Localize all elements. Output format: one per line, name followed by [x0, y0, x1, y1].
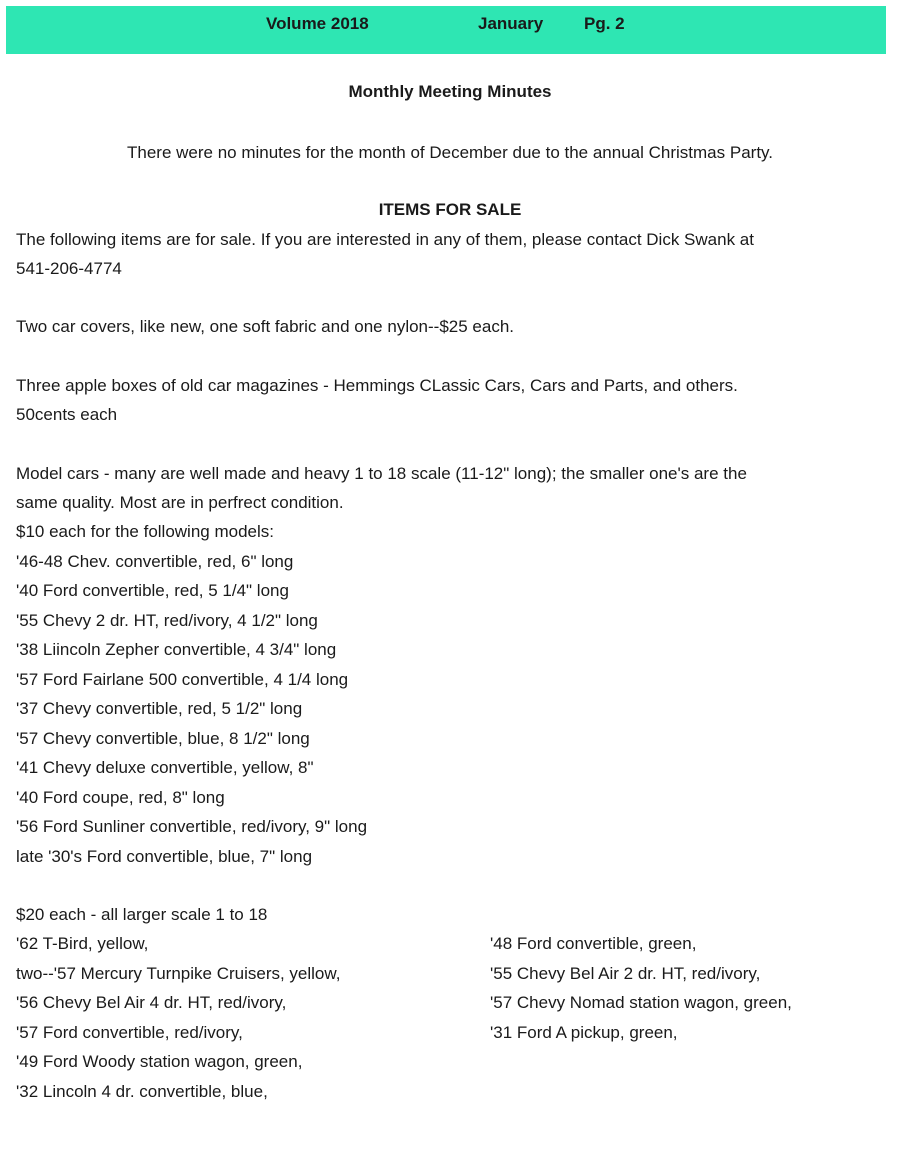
meeting-text: There were no minutes for the month of December due to the annual Christmas Party.: [127, 143, 773, 162]
ten-item: '55 Chevy 2 dr. HT, red/ivory, 4 1/2" long: [16, 611, 318, 630]
twenty-item: '62 T-Bird, yellow,: [16, 934, 149, 953]
ten-dollar-header: $10 each for the following models:: [16, 522, 274, 541]
sale-title: ITEMS FOR SALE: [378, 200, 522, 219]
ten-item: '37 Chevy convertible, red, 5 1/2" long: [16, 699, 303, 718]
sale-intro-line-2: 541-206-4774: [16, 259, 122, 278]
ten-item: '40 Ford convertible, red, 5 1/4" long: [16, 581, 289, 600]
ten-item: '57 Ford Fairlane 500 convertible, 4 1/4 long: [16, 670, 349, 689]
models-line-2: same quality. Most are in perfrect condition.: [16, 493, 344, 512]
twenty-dollar-header: $20 each - all larger scale 1 to 18: [16, 905, 268, 924]
car-covers-item: Two car covers, like new, one soft fabric and one nylon--$25 each.: [16, 317, 514, 336]
twenty-item: '55 Chevy Bel Air 2 dr. HT, red/ivory,: [490, 964, 761, 983]
twenty-item: two--'57 Mercury Turnpike Cruisers, yellow,: [16, 964, 341, 983]
twenty-item: '32 Lincoln 4 dr. convertible, blue,: [16, 1082, 268, 1101]
magazines-line-1: Three apple boxes of old car magazines - Hemmings CLassic Cars, Cars and Parts, and others.: [16, 376, 738, 395]
twenty-item: '48 Ford convertible, green,: [490, 934, 697, 953]
ten-item: '40 Ford coupe, red, 8" long: [16, 788, 225, 807]
page-label: Pg. 2: [584, 14, 625, 33]
twenty-item: '49 Ford Woody station wagon, green,: [16, 1052, 303, 1071]
ten-item: '56 Ford Sunliner convertible, red/ivory, 9" long: [16, 817, 368, 836]
models-line-1: Model cars - many are well made and heavy 1 to 18 scale (11-12" long); the smaller one's are the: [16, 464, 747, 483]
month-label: January: [478, 14, 544, 33]
volume-label: Volume 2018: [266, 14, 369, 33]
twenty-item: '31 Ford A pickup, green,: [490, 1023, 678, 1042]
ten-item: late '30's Ford convertible, blue, 7" long: [16, 847, 313, 866]
ten-item: '46-48 Chev. convertible, red, 6" long: [16, 552, 294, 571]
header-banner: [6, 6, 886, 54]
sale-intro-line-1: The following items are for sale. If you are interested in any of them, please contact Dick Swank at: [16, 230, 754, 249]
meeting-title: Monthly Meeting Minutes: [348, 82, 552, 101]
ten-item: '57 Chevy convertible, blue, 8 1/2" long: [16, 729, 310, 748]
twenty-item: '57 Chevy Nomad station wagon, green,: [490, 993, 792, 1012]
twenty-item: '56 Chevy Bel Air 4 dr. HT, red/ivory,: [16, 993, 287, 1012]
ten-item: '41 Chevy deluxe convertible, yellow, 8": [16, 758, 314, 777]
magazines-line-2: 50cents each: [16, 405, 118, 424]
twenty-item: '57 Ford convertible, red/ivory,: [16, 1023, 243, 1042]
ten-item: '38 Liincoln Zepher convertible, 4 3/4" long: [16, 640, 337, 659]
